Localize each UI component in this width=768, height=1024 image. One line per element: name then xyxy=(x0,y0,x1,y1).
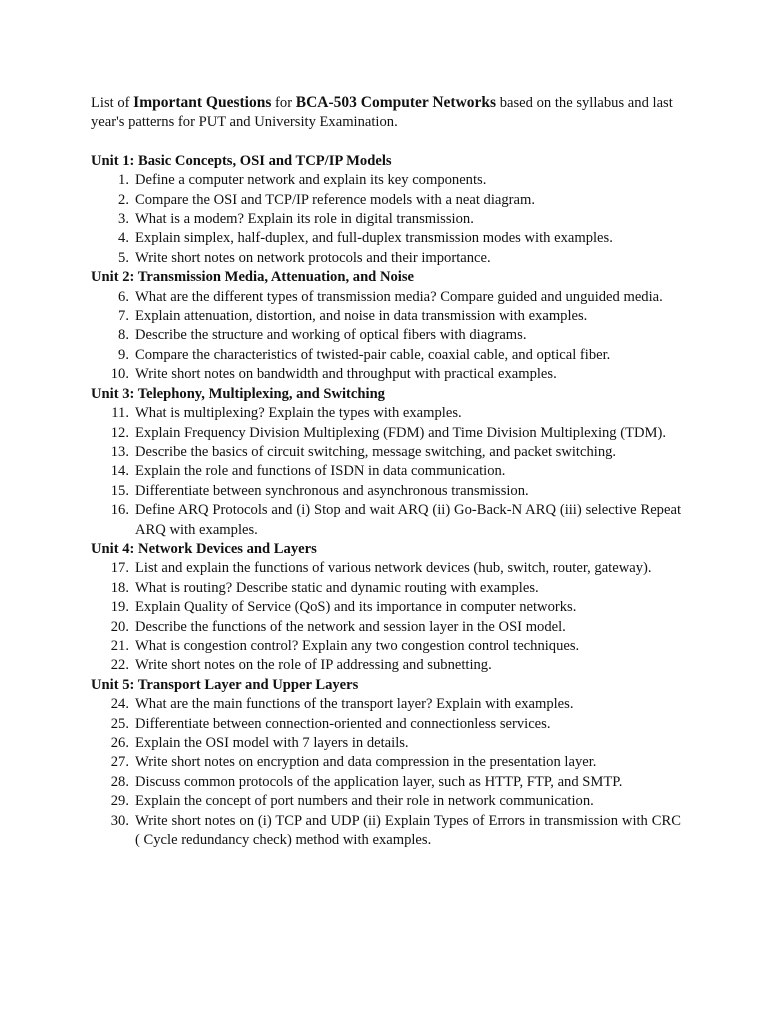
question-list xyxy=(91,288,681,385)
intro-bold-course-name: BCA-503 Computer Networks xyxy=(295,94,497,111)
question-text: Write short notes on (i) TCP and UDP (ii) Explain Types of Errors in transmission with CRC ( Cycle redundancy check) method with examples. xyxy=(135,812,681,849)
question-number: 13. xyxy=(110,443,129,460)
unit-heading: Unit 4: Network Devices and Layers xyxy=(91,540,317,557)
unit-section-5 xyxy=(91,676,681,851)
question-number: 6. xyxy=(118,288,129,305)
question-item xyxy=(91,404,681,423)
question-text: Define a computer network and explain its key components. xyxy=(135,172,487,189)
question-text: What are the main functions of the transport layer? Explain with examples. xyxy=(135,696,574,713)
question-item xyxy=(91,579,681,598)
question-number: 25. xyxy=(110,715,129,732)
question-text: What is routing? Describe static and dynamic routing with examples. xyxy=(135,579,539,596)
document-page xyxy=(91,93,681,850)
question-text: Explain the concept of port numbers and their role in network communication. xyxy=(135,793,594,810)
unit-section-3 xyxy=(91,385,681,540)
question-text: What is multiplexing? Explain the types with examples. xyxy=(135,405,462,422)
question-text: Explain attenuation, distortion, and noise in data transmission with examples. xyxy=(135,308,588,325)
question-item xyxy=(91,618,681,637)
question-text: Differentiate between synchronous and asynchronous transmission. xyxy=(135,482,529,499)
question-text: Define ARQ Protocols and (i) Stop and wait ARQ (ii) Go-Back-N ARQ (iii) selective Repeat ARQ with examples. xyxy=(135,502,681,538)
intro-bold-important-questions: Important Questions xyxy=(133,94,272,111)
question-number: 12. xyxy=(110,424,129,441)
question-number: 8. xyxy=(118,327,129,344)
question-text: Compare the OSI and TCP/IP reference models with a neat diagram. xyxy=(135,191,535,208)
question-item xyxy=(91,695,681,714)
question-text: Explain simplex, half-duplex, and full-duplex transmission modes with examples. xyxy=(135,230,613,247)
question-number: 9. xyxy=(118,346,129,363)
question-item xyxy=(91,307,681,326)
intro-text-3: based on the syllabus and last year's patterns for PUT and University Examination. xyxy=(91,95,673,131)
question-item xyxy=(91,598,681,617)
question-text: Describe the structure and working of optical fibers with diagrams. xyxy=(135,327,527,344)
question-text: Write short notes on bandwidth and throughput with practical examples. xyxy=(135,366,557,383)
question-item xyxy=(91,501,681,540)
question-number: 22. xyxy=(110,657,129,674)
question-item xyxy=(91,424,681,443)
question-item xyxy=(91,462,681,481)
unit-section-4 xyxy=(91,540,681,676)
question-item xyxy=(91,559,681,578)
question-number: 14. xyxy=(110,463,129,480)
question-item xyxy=(91,715,681,734)
question-text: Explain Quality of Service (QoS) and its importance in computer networks. xyxy=(135,599,577,616)
question-number: 17. xyxy=(110,560,129,577)
question-text: Compare the characteristics of twisted-pair cable, coaxial cable, and optical fiber. xyxy=(135,346,611,363)
question-text: What is congestion control? Explain any two congestion control techniques. xyxy=(135,637,580,654)
question-item xyxy=(91,191,681,210)
question-text: Write short notes on network protocols and their importance. xyxy=(135,249,491,266)
question-number: 20. xyxy=(110,618,129,635)
question-item xyxy=(91,443,681,462)
unit-heading: Unit 2: Transmission Media, Attenuation, and Noise xyxy=(91,269,414,286)
question-number: 10. xyxy=(110,366,129,383)
unit-section-1 xyxy=(91,152,681,268)
question-text: Explain the OSI model with 7 layers in details. xyxy=(135,735,409,751)
question-list xyxy=(91,171,681,268)
question-number: 26. xyxy=(110,735,129,751)
question-text: Explain Frequency Division Multiplexing (FDM) and Time Division Multiplexing (TDM). xyxy=(135,424,667,441)
unit-heading: Unit 3: Telephony, Multiplexing, and Switching xyxy=(91,385,385,402)
question-item xyxy=(91,656,681,675)
question-text: Differentiate between connection-oriented and connectionless services. xyxy=(135,715,551,732)
question-item xyxy=(91,734,681,753)
question-text: Explain the role and functions of ISDN in data communication. xyxy=(135,463,506,480)
question-item xyxy=(91,346,681,365)
question-number: 16. xyxy=(110,502,129,519)
question-number: 2. xyxy=(118,191,129,208)
question-number: 28. xyxy=(110,773,129,790)
question-text: Write short notes on encryption and data compression in the presentation layer. xyxy=(135,754,597,771)
question-item xyxy=(91,812,681,851)
unit-heading: Unit 5: Transport Layer and Upper Layers xyxy=(91,676,359,693)
question-item xyxy=(91,365,681,384)
question-item xyxy=(91,792,681,811)
unit-section-2 xyxy=(91,268,681,384)
question-item xyxy=(91,637,681,656)
question-number: 15. xyxy=(110,482,129,499)
question-text: What is a modem? Explain its role in digital transmission. xyxy=(135,211,474,228)
question-item xyxy=(91,753,681,772)
question-item xyxy=(91,482,681,501)
question-number: 24. xyxy=(110,696,129,713)
question-number: 29. xyxy=(110,793,129,810)
question-number: 11. xyxy=(111,405,129,422)
question-number: 19. xyxy=(110,599,129,616)
question-list xyxy=(91,404,681,540)
question-number: 3. xyxy=(118,211,129,228)
question-item xyxy=(91,773,681,792)
question-item xyxy=(91,326,681,345)
question-list xyxy=(91,695,681,850)
question-item xyxy=(91,249,681,268)
intro-text-1: List of xyxy=(91,95,134,111)
question-number: 4. xyxy=(118,230,129,247)
question-number: 5. xyxy=(118,249,129,266)
question-number: 27. xyxy=(110,754,129,771)
question-item xyxy=(91,210,681,229)
question-text: Describe the functions of the network and session layer in the OSI model. xyxy=(135,618,566,635)
question-number: 21. xyxy=(110,637,129,654)
intro-paragraph xyxy=(91,93,681,133)
question-number: 7. xyxy=(118,308,129,325)
unit-heading: Unit 1: Basic Concepts, OSI and TCP/IP Models xyxy=(91,152,392,169)
question-text: Write short notes on the role of IP addressing and subnetting. xyxy=(135,657,492,674)
question-text: Discuss common protocols of the application layer, such as HTTP, FTP, and SMTP. xyxy=(135,773,623,790)
question-item xyxy=(91,288,681,307)
intro-text-2: for xyxy=(271,95,296,111)
question-number: 30. xyxy=(110,812,129,829)
question-item xyxy=(91,229,681,248)
question-item xyxy=(91,171,681,190)
question-number: 18. xyxy=(110,579,129,596)
question-list xyxy=(91,559,681,675)
question-text: Describe the basics of circuit switching, message switching, and packet switching. xyxy=(135,443,617,460)
question-text: List and explain the functions of various network devices (hub, switch, router, gateway). xyxy=(135,560,652,577)
question-text: What are the different types of transmission media? Compare guided and unguided media. xyxy=(135,288,663,305)
question-number: 1. xyxy=(118,172,129,189)
